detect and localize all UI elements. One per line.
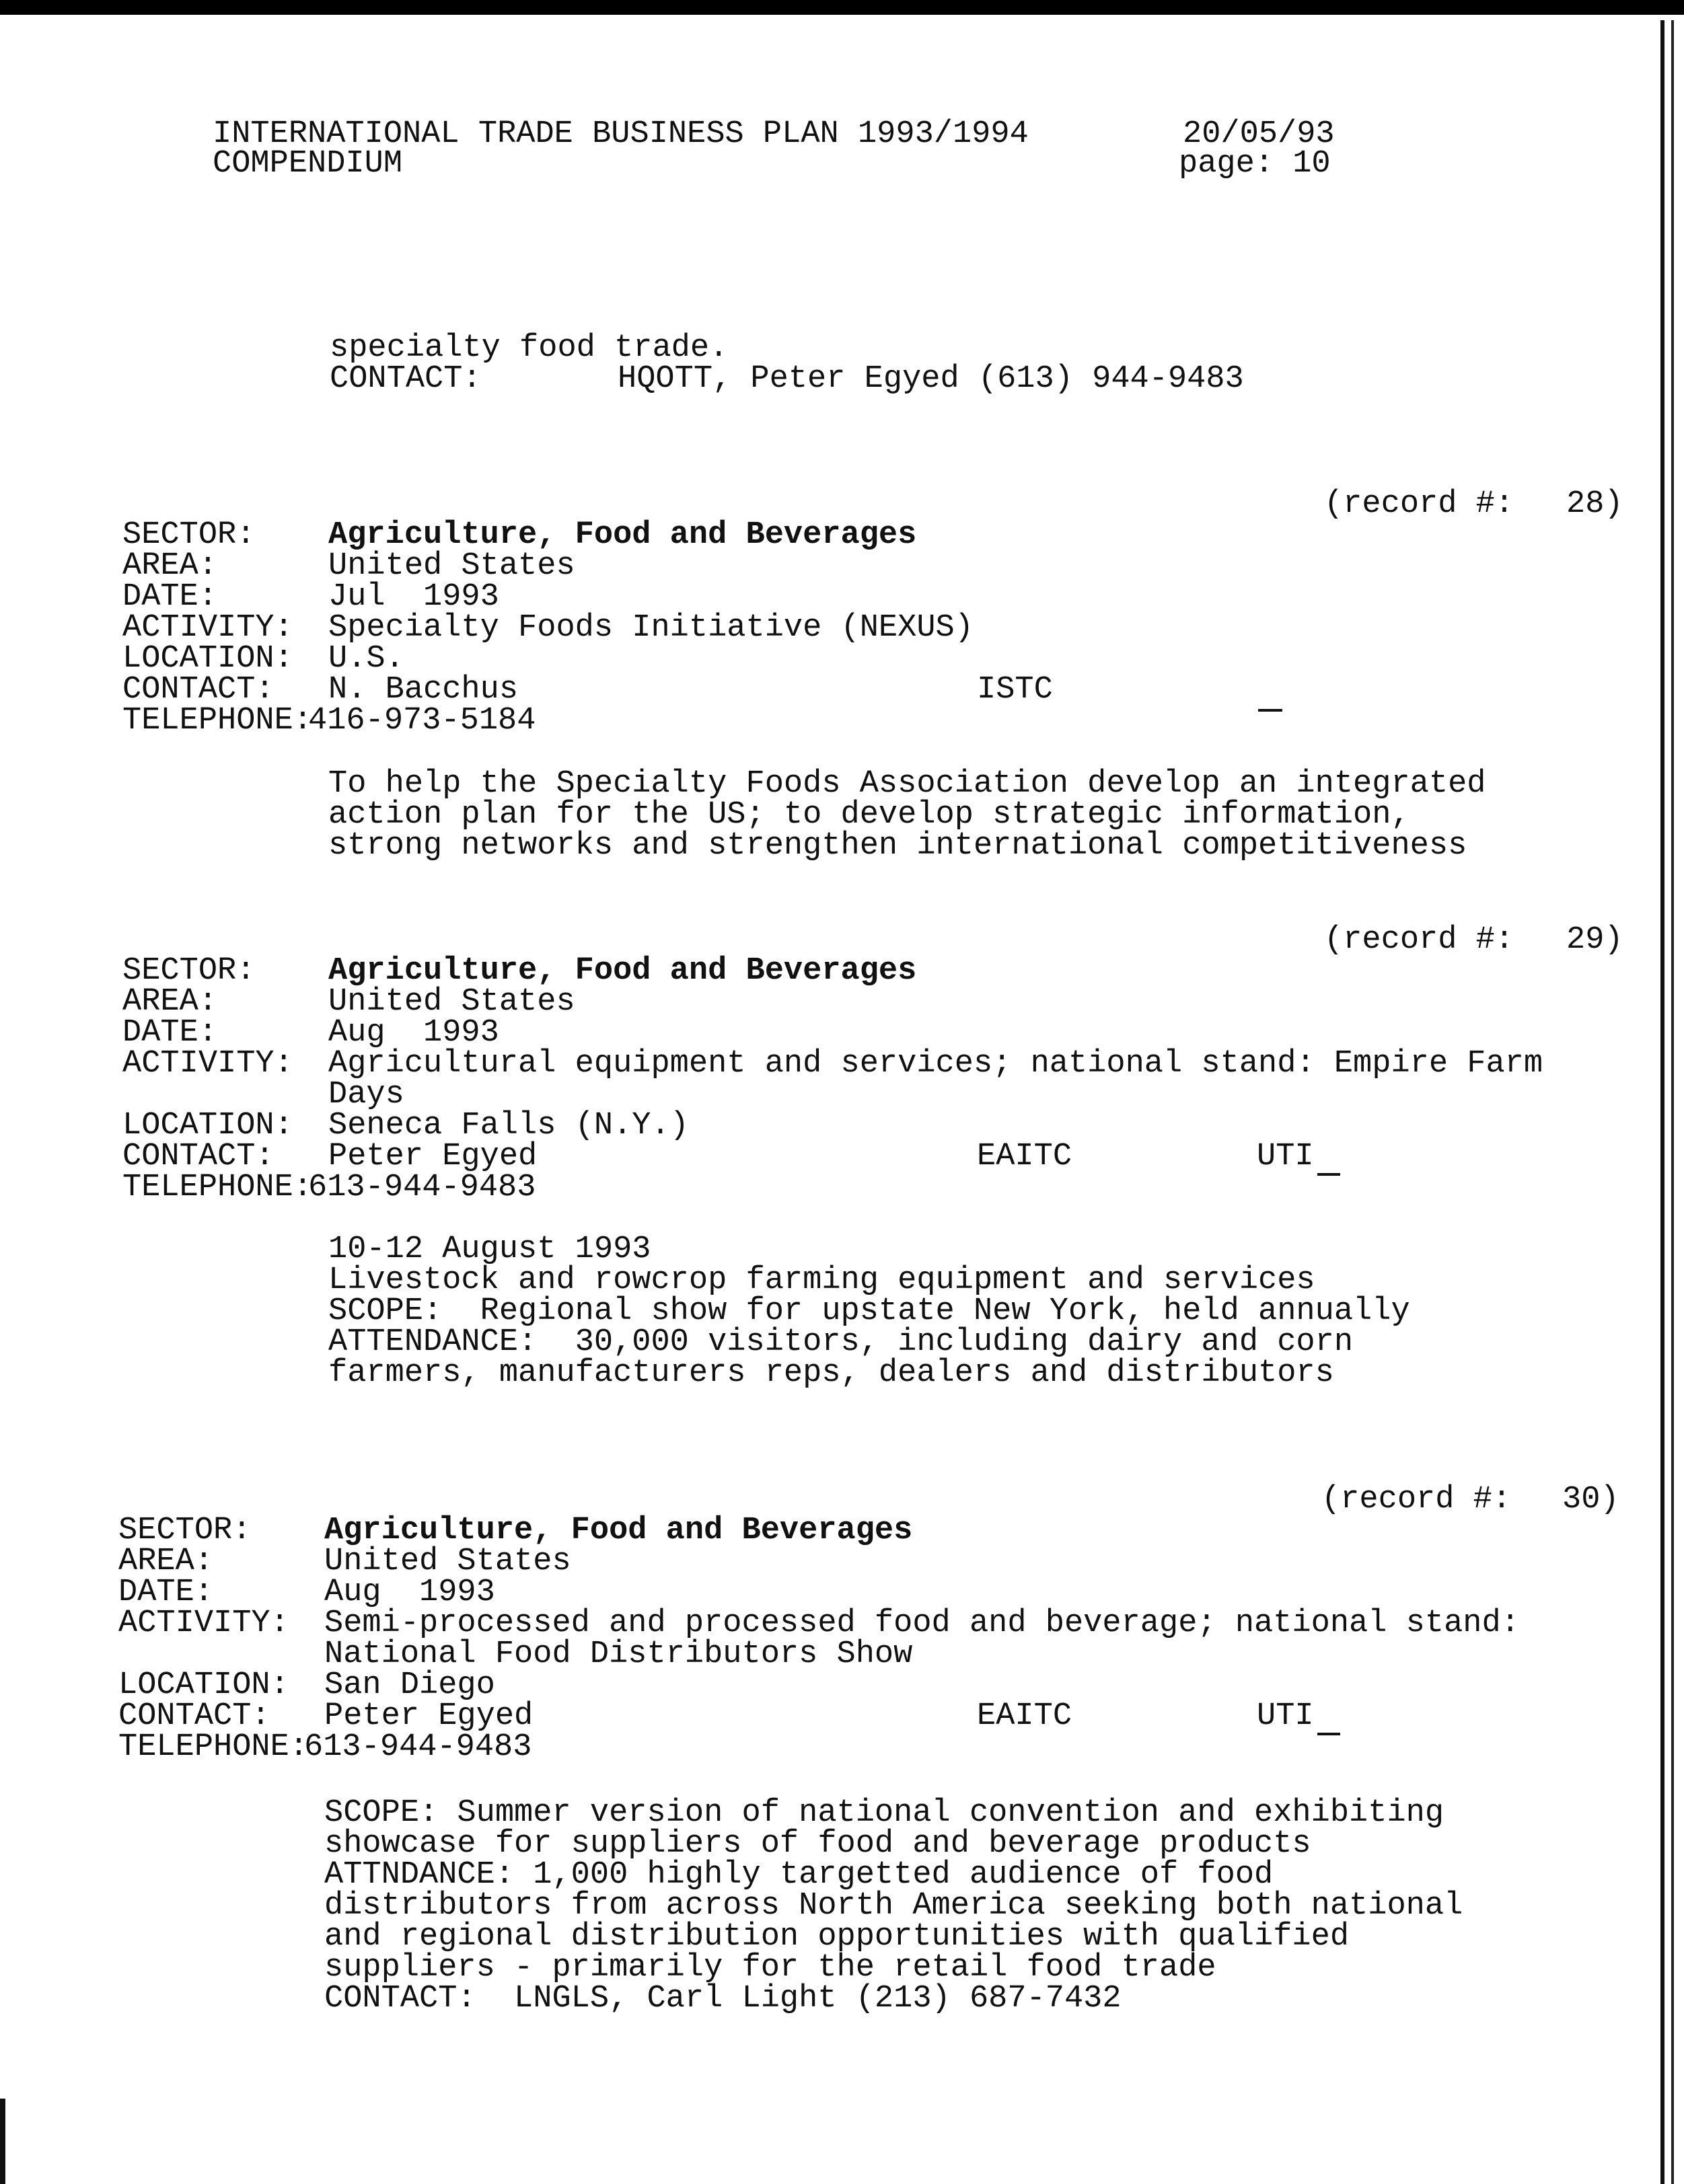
record-label: (record #: xyxy=(1324,922,1514,958)
division-blank-dash xyxy=(1258,709,1282,712)
activity-value-line-1: Semi-processed and processed food and beverage; national stand: xyxy=(324,1606,1520,1641)
date-value: Aug 1993 xyxy=(324,1575,495,1610)
description-line: action plan for the US; to develop strategic information, xyxy=(328,797,1410,833)
area-label: AREA: xyxy=(122,548,218,584)
fragment-contact-label: CONTACT: xyxy=(330,361,482,397)
location-value: Seneca Falls (N.Y.) xyxy=(328,1108,689,1143)
division-underscore xyxy=(1317,1733,1340,1735)
telephone-label: TELEPHONE: xyxy=(118,1729,309,1765)
activity-label: ACTIVITY: xyxy=(118,1606,289,1641)
description-line: showcase for suppliers of food and beverage products xyxy=(324,1826,1311,1862)
contact-organization: EAITC xyxy=(977,1139,1072,1174)
document-title: INTERNATIONAL TRADE BUSINESS PLAN 1993/1994 xyxy=(213,116,1029,152)
description-line: and regional distribution opportunities with qualified xyxy=(324,1919,1350,1955)
scan-border-right xyxy=(1660,20,1664,2184)
contact-label: CONTACT: xyxy=(118,1698,270,1734)
division-underscore xyxy=(1317,1173,1340,1176)
sector-value: Agriculture, Food and Beverages xyxy=(324,1513,913,1548)
scan-border-right-inner xyxy=(1671,20,1674,2184)
description-line: SCOPE: Summer version of national convention and exhibiting xyxy=(324,1795,1444,1831)
location-label: LOCATION: xyxy=(118,1667,289,1703)
record-number: 29) xyxy=(1566,922,1623,958)
telephone-value: 613-944-9483 xyxy=(308,1170,536,1205)
sector-value: Agriculture, Food and Beverages xyxy=(328,517,917,553)
activity-value-line-2: Days xyxy=(328,1077,404,1113)
location-label: LOCATION: xyxy=(122,641,293,677)
area-value: United States xyxy=(328,984,575,1020)
contact-label: CONTACT: xyxy=(122,672,274,708)
description-line: suppliers - primarily for the retail food trade xyxy=(324,1950,1216,1986)
sector-label: SECTOR: xyxy=(118,1513,252,1548)
description-line: 10-12 August 1993 xyxy=(328,1232,651,1267)
date-value: Aug 1993 xyxy=(328,1015,499,1051)
description-line: ATTENDANCE: 30,000 visitors, including dairy and corn xyxy=(328,1324,1354,1360)
telephone-value: 613-944-9483 xyxy=(304,1729,532,1765)
record-number: 28) xyxy=(1566,486,1623,522)
contact-value: Peter Egyed xyxy=(324,1698,534,1734)
record-label: (record #: xyxy=(1321,1482,1512,1517)
contact-division: UTI xyxy=(1257,1139,1314,1174)
contact-division: UTI xyxy=(1257,1698,1314,1734)
date-label: DATE: xyxy=(122,1015,218,1051)
contact-value: N. Bacchus xyxy=(328,672,519,708)
contact-organization: ISTC xyxy=(977,672,1053,708)
record-number: 30) xyxy=(1562,1482,1619,1517)
telephone-label: TELEPHONE: xyxy=(122,703,313,739)
activity-label: ACTIVITY: xyxy=(122,610,293,646)
description-line: farmers, manufacturers reps, dealers and distributors xyxy=(328,1355,1334,1391)
contact-organization: EAITC xyxy=(977,1698,1072,1734)
fragment-contact-value: HQOTT, Peter Egyed (613) 944-9483 xyxy=(618,361,1244,397)
activity-value-line-2: National Food Distributors Show xyxy=(324,1636,913,1672)
date-label: DATE: xyxy=(122,579,218,615)
date-value: Jul 1993 xyxy=(328,579,499,615)
description-line: To help the Specialty Foods Association develop an integrated xyxy=(328,766,1486,802)
description-line: SCOPE: Regional show for upstate New York, held annually xyxy=(328,1293,1410,1329)
document-subtitle: COMPENDIUM xyxy=(213,146,403,182)
area-label: AREA: xyxy=(122,984,218,1020)
description-line: distributors from across North America seeking both national xyxy=(324,1888,1463,1924)
activity-value-line-1: Agricultural equipment and services; national stand: Empire Farm xyxy=(328,1046,1543,1082)
description-line: strong networks and strengthen international competitiveness xyxy=(328,828,1467,864)
document-date: 20/05/93 xyxy=(1183,116,1335,152)
location-label: LOCATION: xyxy=(122,1108,293,1143)
description-line: ATTNDANCE: 1,000 highly targetted audience of food xyxy=(324,1857,1274,1893)
sector-value: Agriculture, Food and Beverages xyxy=(328,953,917,989)
sector-label: SECTOR: xyxy=(122,517,256,553)
location-value: U.S. xyxy=(328,641,404,677)
description-line: Livestock and rowcrop farming equipment and services xyxy=(328,1263,1315,1298)
activity-label: ACTIVITY: xyxy=(122,1046,293,1082)
description-line: CONTACT: LNGLS, Carl Light (213) 687-7432 xyxy=(324,1981,1122,2017)
area-value: United States xyxy=(328,548,575,584)
location-value: San Diego xyxy=(324,1667,495,1703)
page-number: page: 10 xyxy=(1179,146,1331,182)
scan-edge-mark xyxy=(0,2099,5,2184)
record-label: (record #: xyxy=(1324,486,1514,522)
contact-label: CONTACT: xyxy=(122,1139,274,1174)
sector-label: SECTOR: xyxy=(122,953,256,989)
scan-border-top xyxy=(0,0,1684,15)
date-label: DATE: xyxy=(118,1575,214,1610)
activity-value-line-1: Specialty Foods Initiative (NEXUS) xyxy=(328,610,974,646)
contact-value: Peter Egyed xyxy=(328,1139,538,1174)
telephone-value: 416-973-5184 xyxy=(308,703,536,739)
area-value: United States xyxy=(324,1544,571,1579)
telephone-label: TELEPHONE: xyxy=(122,1170,313,1205)
fragment-text: specialty food trade. xyxy=(330,330,729,366)
area-label: AREA: xyxy=(118,1544,214,1579)
